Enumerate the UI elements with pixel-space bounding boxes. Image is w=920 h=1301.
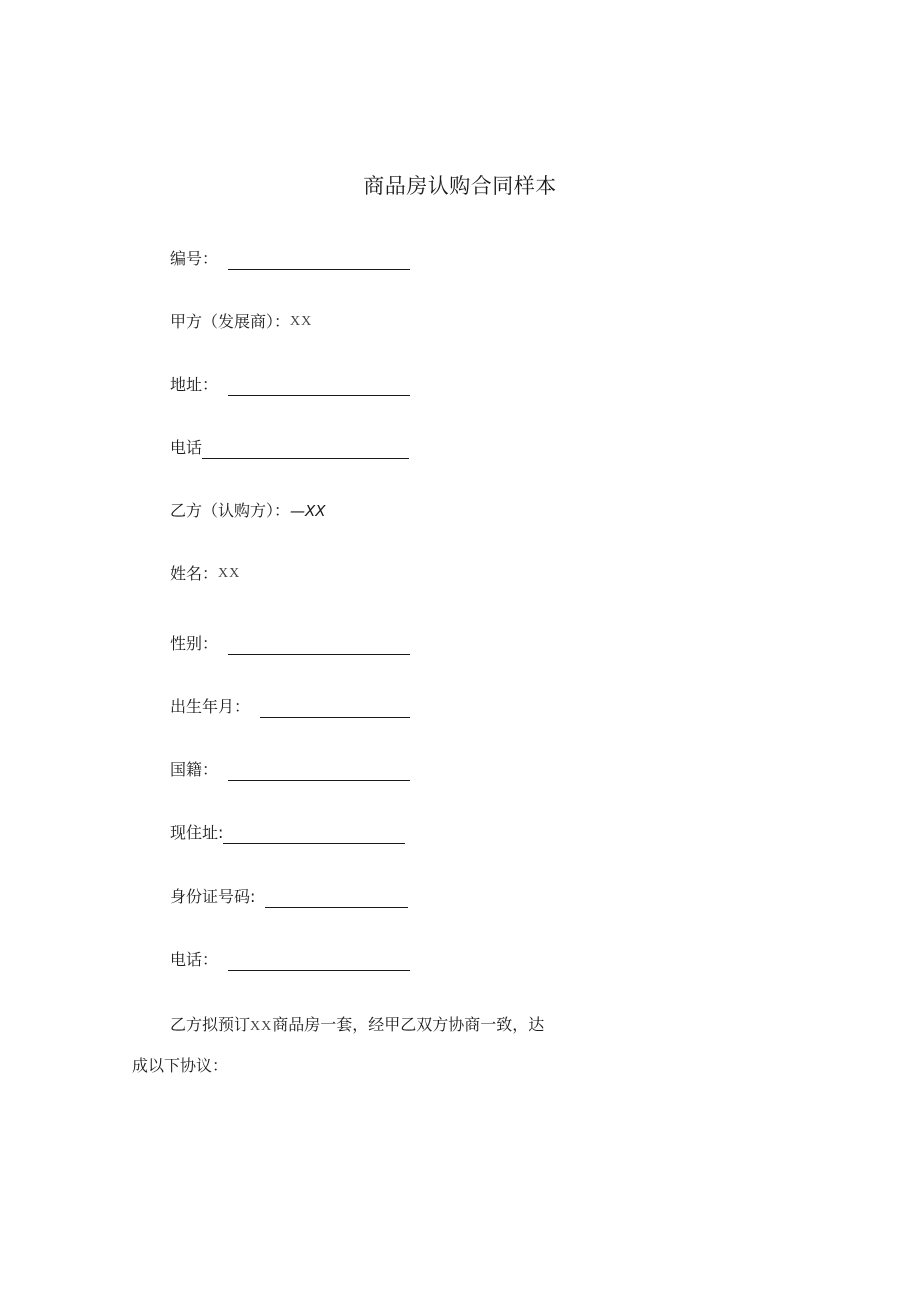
contract-number-blank[interactable]: [228, 250, 410, 270]
document-title: 商品房认购合同样本: [363, 174, 557, 198]
phone-b-label: 电话：: [170, 950, 219, 969]
current-address-blank[interactable]: [223, 824, 405, 844]
id-number-field: [170, 884, 408, 910]
id-number-label: 身份证号码:: [170, 887, 256, 906]
party-a-label: 甲方（发展商）：: [170, 312, 291, 331]
address-a-field: [170, 372, 410, 398]
birth-field: [170, 694, 410, 720]
phone-b-field: [170, 947, 410, 973]
nationality-field: [170, 757, 410, 783]
phone-a-field: [170, 435, 409, 461]
birth-blank[interactable]: [260, 698, 410, 718]
agreement-line-1-suffix: 商品房一套，经甲乙双方协商一致，达: [272, 1015, 545, 1034]
nationality-blank[interactable]: [228, 761, 410, 781]
agreement-line-1: [170, 1012, 544, 1040]
agreement-line-1-prefix: 乙方拟预订: [170, 1015, 251, 1034]
name-label: 姓名：: [170, 564, 219, 583]
birth-label: 出生年月：: [170, 697, 251, 716]
gender-label: 性别：: [170, 634, 219, 653]
agreement-line-2: 成以下协议：: [132, 1056, 229, 1075]
contract-number-label: 编号：: [170, 249, 219, 268]
current-address-field: [170, 820, 405, 846]
party-b-value: —XX: [290, 502, 326, 520]
name-value: XX: [218, 566, 241, 581]
party-a-field: [170, 309, 312, 335]
id-number-blank[interactable]: [265, 888, 408, 908]
phone-a-blank[interactable]: [202, 439, 409, 459]
party-a-value: XX: [290, 314, 313, 329]
agreement-property-name: XX: [250, 1019, 273, 1034]
current-address-label: 现住址:: [170, 823, 224, 842]
name-field: [170, 561, 240, 587]
contract-number-field: [170, 246, 410, 272]
nationality-label: 国籍：: [170, 760, 219, 779]
address-a-label: 地址：: [170, 375, 219, 394]
gender-blank[interactable]: [228, 635, 410, 655]
party-b-label: 乙方（认购方）：: [170, 501, 291, 520]
phone-a-label: 电话: [170, 438, 203, 457]
phone-b-blank[interactable]: [228, 951, 410, 971]
party-b-field: [170, 498, 326, 524]
gender-field: [170, 631, 410, 657]
address-a-blank[interactable]: [228, 376, 410, 396]
